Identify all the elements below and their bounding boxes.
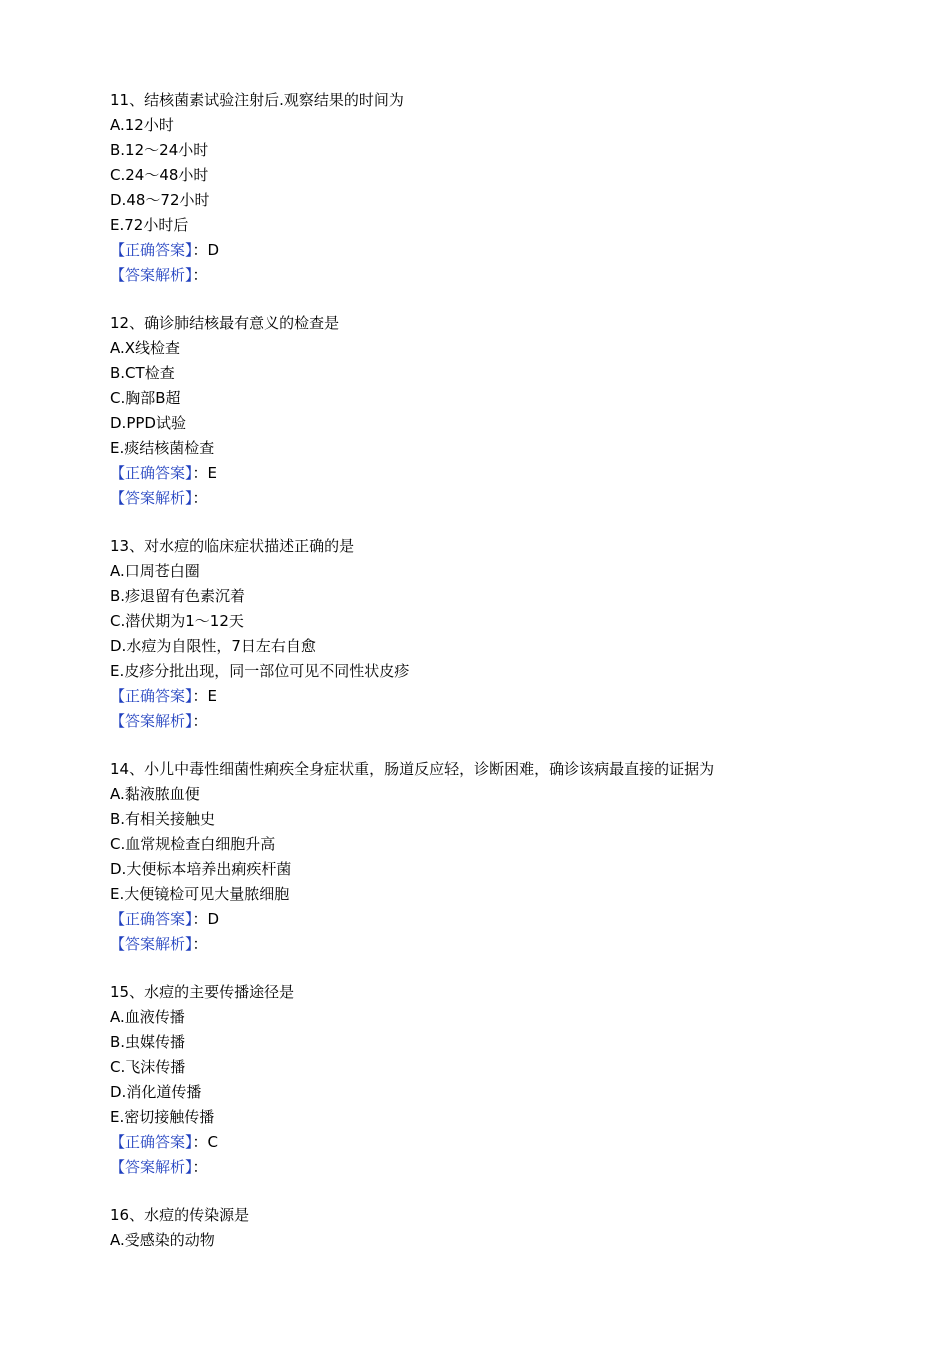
document-page	[110, 88, 890, 1253]
question-14	[110, 757, 890, 957]
option-d: D.水痘为自限性，7日左右自愈	[110, 637, 316, 655]
option-d: D.消化道传播	[110, 1083, 202, 1101]
answer-analysis	[110, 263, 890, 288]
question-stem: 12、确诊肺结核最有意义的检查是	[110, 314, 340, 332]
answer-analysis-label: 【答案解析】	[110, 1158, 193, 1176]
correct-answer-label: 【正确答案】	[110, 1133, 193, 1151]
option-c: C.飞沫传播	[110, 1058, 186, 1076]
option-a: A.口周苍白圈	[110, 562, 200, 580]
option-a: A.受感染的动物	[110, 1231, 215, 1249]
option-e: E.72小时后	[110, 216, 189, 234]
option-c: C.胸部B超	[110, 389, 181, 407]
correct-answer-label: 【正确答案】	[110, 464, 193, 482]
question-stem: 16、水痘的传染源是	[110, 1206, 250, 1224]
question-stem: 14、小儿中毒性细菌性痢疾全身症状重，肠道反应轻，诊断困难，确诊该病最直接的证据为	[110, 760, 715, 778]
answer-analysis-label: 【答案解析】	[110, 266, 193, 284]
answer-analysis-value: ：	[192, 266, 208, 284]
question-stem: 15、水痘的主要传播途径是	[110, 983, 295, 1001]
question-11	[110, 88, 890, 288]
question-stem: 11、结核菌素试验注射后.观察结果的时间为	[110, 91, 404, 109]
option-a: A.12小时	[110, 116, 174, 134]
option-e: E.痰结核菌检查	[110, 439, 215, 457]
correct-answer-value: ：E	[192, 687, 217, 705]
answer-analysis-value: ：	[192, 935, 208, 953]
correct-answer	[110, 238, 890, 263]
option-b: B.疹退留有色素沉着	[110, 587, 246, 605]
option-d: D.48～72小时	[110, 191, 210, 209]
correct-answer-value: ：D	[192, 241, 220, 259]
option-a: A.血液传播	[110, 1008, 185, 1026]
correct-answer-value: ：E	[192, 464, 217, 482]
option-a: A.X线检查	[110, 339, 181, 357]
correct-answer	[110, 684, 890, 709]
answer-analysis-label: 【答案解析】	[110, 935, 193, 953]
option-b: B.有相关接触史	[110, 810, 216, 828]
option-b: B.虫媒传播	[110, 1033, 186, 1051]
option-b: B.CT检查	[110, 364, 175, 382]
option-e: E.密切接触传播	[110, 1108, 215, 1126]
correct-answer-label: 【正确答案】	[110, 910, 193, 928]
correct-answer	[110, 907, 890, 932]
option-c: C.24～48小时	[110, 166, 209, 184]
answer-analysis	[110, 486, 890, 511]
correct-answer	[110, 461, 890, 486]
correct-answer-value: ：C	[192, 1133, 218, 1151]
answer-analysis	[110, 709, 890, 734]
option-d: D.PPD试验	[110, 414, 186, 432]
correct-answer-label: 【正确答案】	[110, 687, 193, 705]
option-e: E.皮疹分批出现，同一部位可见不同性状皮疹	[110, 662, 410, 680]
correct-answer	[110, 1130, 890, 1155]
question-15	[110, 980, 890, 1180]
answer-analysis-label: 【答案解析】	[110, 712, 193, 730]
correct-answer-label: 【正确答案】	[110, 241, 193, 259]
question-13	[110, 534, 890, 734]
question-stem: 13、对水痘的临床症状描述正确的是	[110, 537, 355, 555]
answer-analysis-label: 【答案解析】	[110, 489, 193, 507]
option-a: A.黏液脓血便	[110, 785, 200, 803]
question-12	[110, 311, 890, 511]
option-c: C.潜伏期为1～12天	[110, 612, 244, 630]
correct-answer-value: ：D	[192, 910, 220, 928]
question-16	[110, 1203, 890, 1253]
answer-analysis-value: ：	[192, 489, 208, 507]
option-c: C.血常规检查白细胞升高	[110, 835, 276, 853]
option-e: E.大便镜检可见大量脓细胞	[110, 885, 290, 903]
answer-analysis-value: ：	[192, 1158, 208, 1176]
option-b: B.12～24小时	[110, 141, 209, 159]
answer-analysis	[110, 1155, 890, 1180]
option-d: D.大便标本培养出痢疾杆菌	[110, 860, 292, 878]
answer-analysis-value: ：	[192, 712, 208, 730]
answer-analysis	[110, 932, 890, 957]
